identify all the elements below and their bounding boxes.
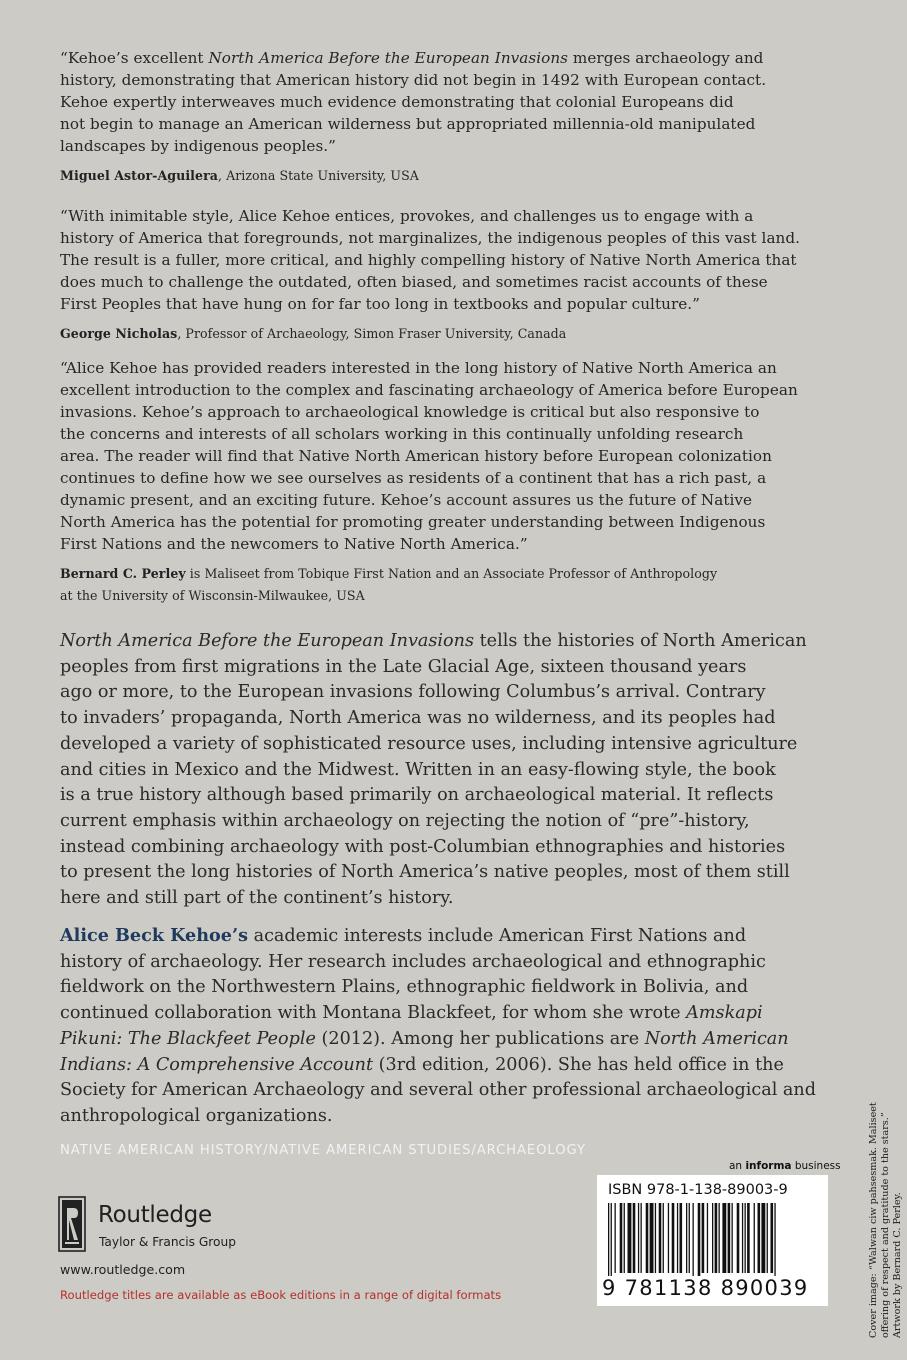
barcode-bar (719, 1203, 720, 1273)
book-title-italic: North American Indians: A Comprehensive Account (60, 1028, 789, 1075)
endorsement-2-quote: “With inimitable style, Alice Kehoe entices, provokes, and challenges us to engage with a history of America that foregrounds, not marginalizes, the indigenous peoples of this vast land. The result is a fuller, more critical, and highly compelling history of Native North America that does much to challenge the outdated, often biased, and sometimes racist accounts of these First Peoples that have hung on for far too long in textbooks and popular culture.” (60, 207, 801, 313)
subject-category: NATIVE AMERICAN HISTORY/NATIVE AMERICAN STUDIES/ARCHAEOLOGY (60, 1143, 586, 1158)
endorsement-1-attribution (60, 165, 850, 187)
barcode-bar (668, 1203, 669, 1273)
barcode-bar (620, 1203, 623, 1273)
barcode-bar (650, 1203, 654, 1273)
author-name: Alice Beck Kehoe’s (60, 925, 248, 946)
barcode-bar (693, 1203, 694, 1281)
cover-image-credit: Cover image: “Walwan ciw pahsesmak. Maliseet offering of respect and gratitude to the stars.” Artwork by Bernard C. Perley. (868, 1102, 903, 1338)
endorser-affiliation: is Maliseet from Tobique First Nation and an Associate Professor of Anthropology at the University of Wisconsin-Milwaukee, USA (60, 566, 718, 603)
endorsement-3 (60, 357, 850, 607)
barcode-bar (608, 1203, 609, 1281)
endorsement-1-quote (60, 47, 850, 157)
barcode-bar (715, 1203, 718, 1273)
informa-brand: informa (745, 1160, 792, 1172)
barcode-bar (663, 1203, 664, 1273)
barcode-bar (767, 1203, 768, 1273)
book-title-italic: Amskapi Pikuni: The Blackfeet People (60, 1003, 763, 1049)
barcode-digits (602, 1276, 809, 1300)
informa-prefix: an (729, 1160, 746, 1172)
informa-suffix: business (791, 1160, 841, 1172)
endorsement-1 (60, 47, 850, 187)
barcode-bar (628, 1203, 632, 1273)
barcode-bar (712, 1203, 713, 1273)
author-bio-paragraph (60, 923, 860, 1130)
barcode-bar (774, 1203, 775, 1281)
bio-text: academic interests include American First Nations and history of archaeology. Her research includes archaeological and ethnographic fieldwork on the Northwestern Plains, ethnographic fieldwork in Bolivia, and continued collaboration with Montana Blackfeet, for whom she wrote (60, 926, 766, 1024)
bio-text: (2012). Among her publications are (315, 1028, 645, 1049)
barcode-bar (672, 1203, 675, 1273)
publisher-group: Taylor & Francis Group (99, 1235, 236, 1249)
barcode-bar (745, 1203, 746, 1273)
barcode-bar (686, 1203, 687, 1273)
barcode-bar (761, 1203, 765, 1273)
quote-text: merges archaeology and history, demonstrating that American history did not begin in 1492 with European contact. Kehoe expertly interweaves much evidence demonstrating that colonial Europeans did not begin to manage an American wilderness but appropriated millennia-old manipulated landscapes by indigenous peoples.” (60, 49, 767, 155)
barcode-bar (732, 1203, 733, 1273)
barcode-bar (742, 1203, 743, 1273)
book-title-italic: North America Before the European Invasions (208, 49, 569, 67)
isbn-number: ISBN 978-1-138-89003-9 (608, 1182, 788, 1198)
endorser-name: George Nicholas (60, 326, 178, 341)
endorsement-3-attribution (60, 563, 850, 607)
barcode-bar (655, 1203, 656, 1273)
endorser-affiliation: , Arizona State University, USA (217, 168, 419, 183)
endorsement-3-quote: “Alice Kehoe has provided readers interested in the long history of Native North America an excellent introduction to the complex and fascinating archaeology of America before European invasions. Kehoe’s approach to archaeological knowledge is critical but also responsive to the concerns and interests of all scholars working in this continually unfolding research area. The reader will find that Native North American history before European colonization continues to define how we see ourselves as residents of a continent that has a rich past, a dynamic present, and an exciting future. Kehoe’s account assures us the future of Native North America has the potential for promoting greater understanding between Indigenous First Nations and the newcomers to Native North America.” (60, 359, 798, 553)
description-paragraph (60, 629, 860, 912)
endorser-name: Miguel Astor-Aguilera (60, 168, 218, 183)
publisher-url[interactable]: www.routledge.com (60, 1262, 186, 1277)
ebook-note: Routledge titles are available as eBook editions in a range of digital formats (60, 1288, 502, 1302)
barcode-bar (646, 1203, 649, 1273)
barcode-bar (771, 1203, 774, 1273)
endorser-name: Bernard C. Perley (60, 566, 186, 581)
barcode-bar (728, 1203, 731, 1273)
barcode-bar (707, 1203, 708, 1273)
barcode-bar (758, 1203, 761, 1273)
barcode-bar (611, 1203, 612, 1281)
routledge-logo-icon (58, 1196, 86, 1252)
endorsement-2 (60, 205, 850, 345)
barcode-bar (615, 1203, 616, 1273)
description-text: tells the histories of North American peoples from first migrations in the Late Glacial Age, sixteen thousand years ago or more, to the European invasions following Columbus’s arrival. Contrary to invaders’ propaganda, North America was no wilderness, and its peoples had developed a variety of sophisticated resource uses, including intensive agriculture and cities in Mexico and the Midwest. Written in an easy-flowing style, the book is a true history although based primarily on archaeological material. It reflects current emphasis within archaeology on rejecting the notion of “pre”-history, instead combining archaeology with post-Columbian ethnographies and histories to present the long histories of North America’s native peoples, most of them still here and still part of the continent’s history. (60, 631, 807, 909)
barcode-icon (600, 1203, 825, 1281)
barcode-bar (702, 1203, 705, 1273)
barcode-bar (698, 1203, 701, 1281)
barcode-bar (737, 1203, 740, 1273)
barcode-bar (633, 1203, 636, 1273)
barcode-bar (680, 1203, 683, 1273)
barcode-bar (624, 1203, 625, 1273)
barcode-bar (747, 1203, 750, 1273)
barcode-bar (641, 1203, 642, 1273)
barcode-bar (638, 1203, 639, 1273)
informa-business-label (729, 1160, 841, 1172)
book-title-italic: North America Before the European Invasions (60, 631, 475, 651)
barcode-bar (722, 1203, 726, 1273)
barcode-bar (689, 1203, 690, 1273)
barcode-bar (677, 1203, 678, 1273)
bio-text: (3rd edition, 2006). She has held office in the Society for American Archaeology and several other professional archaeological and anthropological organizations. (60, 1054, 816, 1126)
quote-text: “Kehoe’s excellent (60, 49, 209, 67)
barcode-bar (659, 1203, 662, 1273)
barcode-digits-text: 9 781138 890039 (602, 1276, 809, 1300)
publisher-name: Routledge (98, 1202, 212, 1228)
barcode-bar (754, 1203, 755, 1273)
author-bio (60, 923, 860, 1130)
endorser-affiliation: , Professor of Archaeology, Simon Fraser University, Canada (177, 326, 567, 341)
book-description (60, 629, 860, 912)
endorsement-2-attribution (60, 323, 850, 345)
